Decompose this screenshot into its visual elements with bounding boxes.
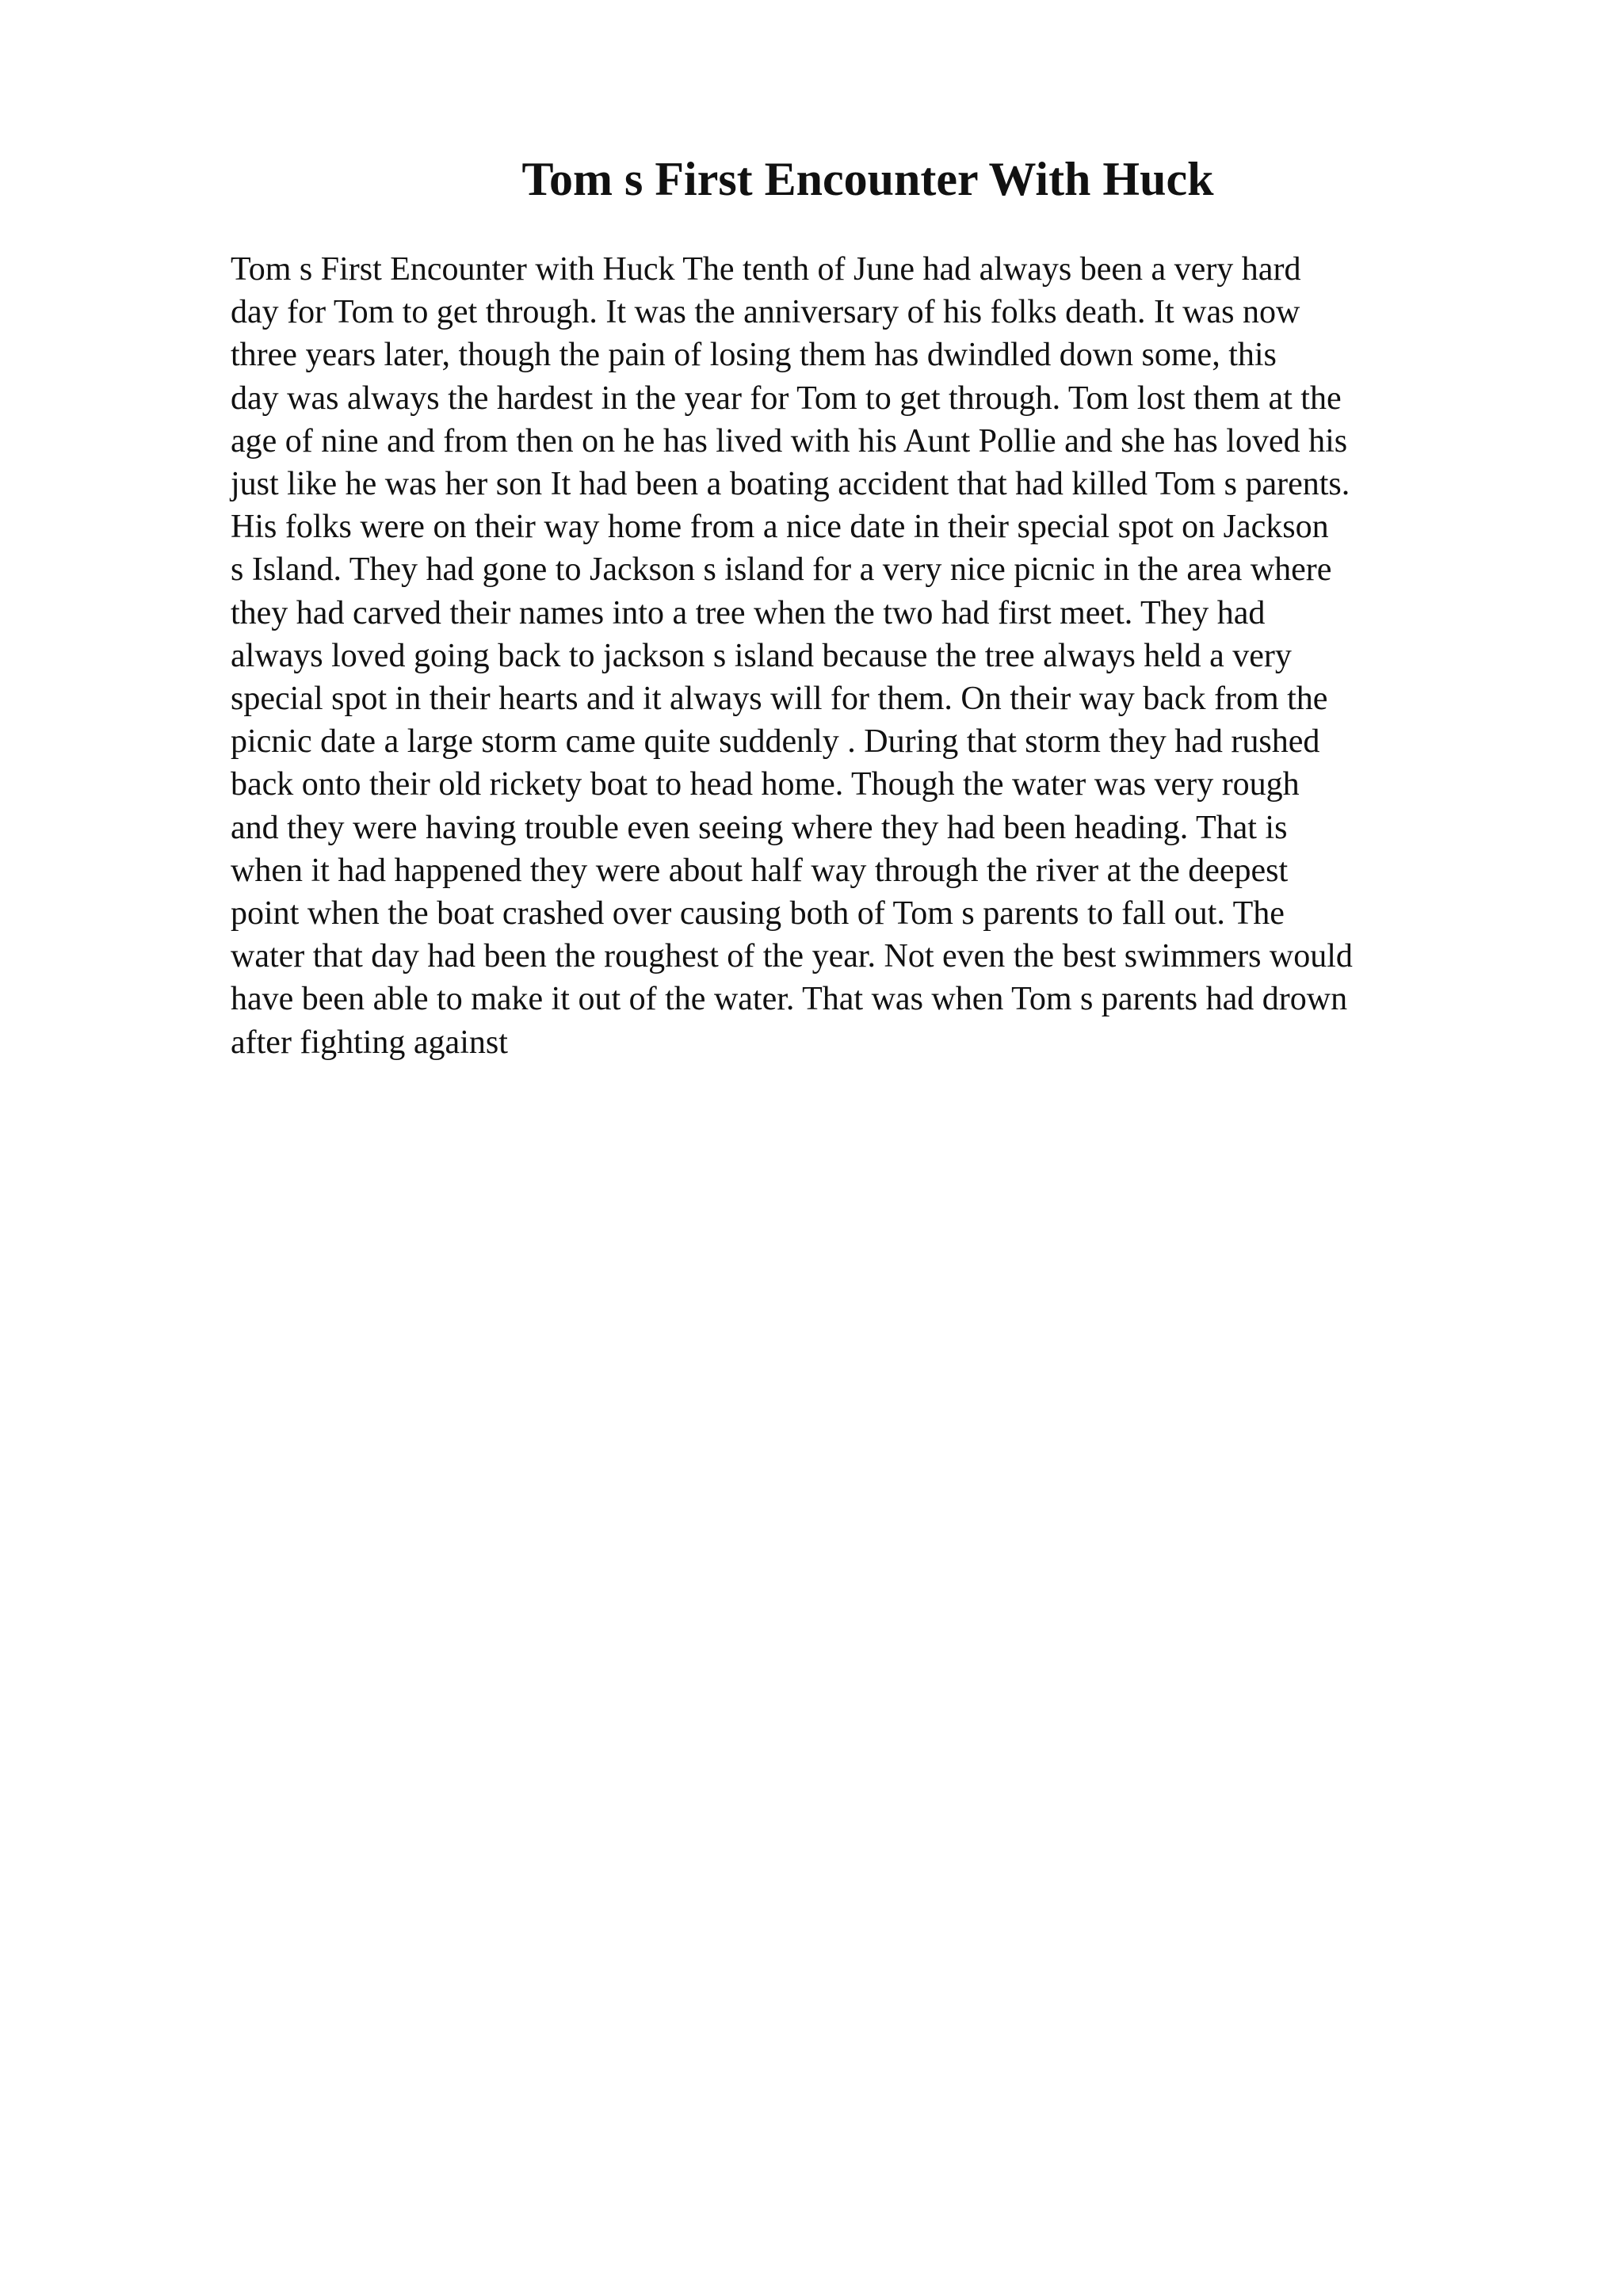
body-line: back onto their old rickety boat to head home. Though the water was very rough (231, 766, 1300, 803)
body-line: after fighting against (231, 1024, 508, 1061)
body-line: have been able to make it out of the water. That was when Tom s parents had drown (231, 981, 1348, 1018)
document-title: Tom s First Encounter With Huck (521, 153, 1214, 205)
body-line: always loved going back to jackson s island because the tree always held a very (231, 637, 1292, 674)
body-line: three years later, though the pain of losing them has dwindled down some, this (231, 337, 1277, 374)
body-line: Tom s First Encounter with Huck The tenth of June had always been a very hard (231, 251, 1301, 288)
body-line: point when the boat crashed over causing both of Tom s parents to fall out. The (231, 895, 1285, 933)
body-line: special spot in their hearts and it always will for them. On their way back from the (231, 681, 1328, 718)
body-line: day for Tom to get through. It was the anniversary of his folks death. It was now (231, 294, 1300, 331)
document-body (231, 248, 1499, 1064)
body-line: His folks were on their way home from a nice date in their special spot on Jackson (231, 509, 1329, 546)
body-line: age of nine and from then on he has lived with his Aunt Pollie and she has loved his (231, 422, 1348, 460)
body-line: they had carved their names into a tree when the two had first meet. They had (231, 594, 1266, 631)
body-line: just like he was her son It had been a boating accident that had killed Tom s parents. (231, 466, 1350, 503)
body-line: water that day had been the roughest of the year. Not even the best swimmers would (231, 938, 1353, 975)
body-line: day was always the hardest in the year for Tom to get through. Tom lost them at the (231, 379, 1342, 417)
body-line: picnic date a large storm came quite suddenly . During that storm they had rushed (231, 723, 1320, 761)
body-line: and they were having trouble even seeing where they had been heading. That is (231, 809, 1288, 846)
body-line: when it had happened they were about half way through the river at the deepest (231, 852, 1289, 889)
body-line: s Island. They had gone to Jackson s island for a very nice picnic in the area where (231, 551, 1332, 589)
